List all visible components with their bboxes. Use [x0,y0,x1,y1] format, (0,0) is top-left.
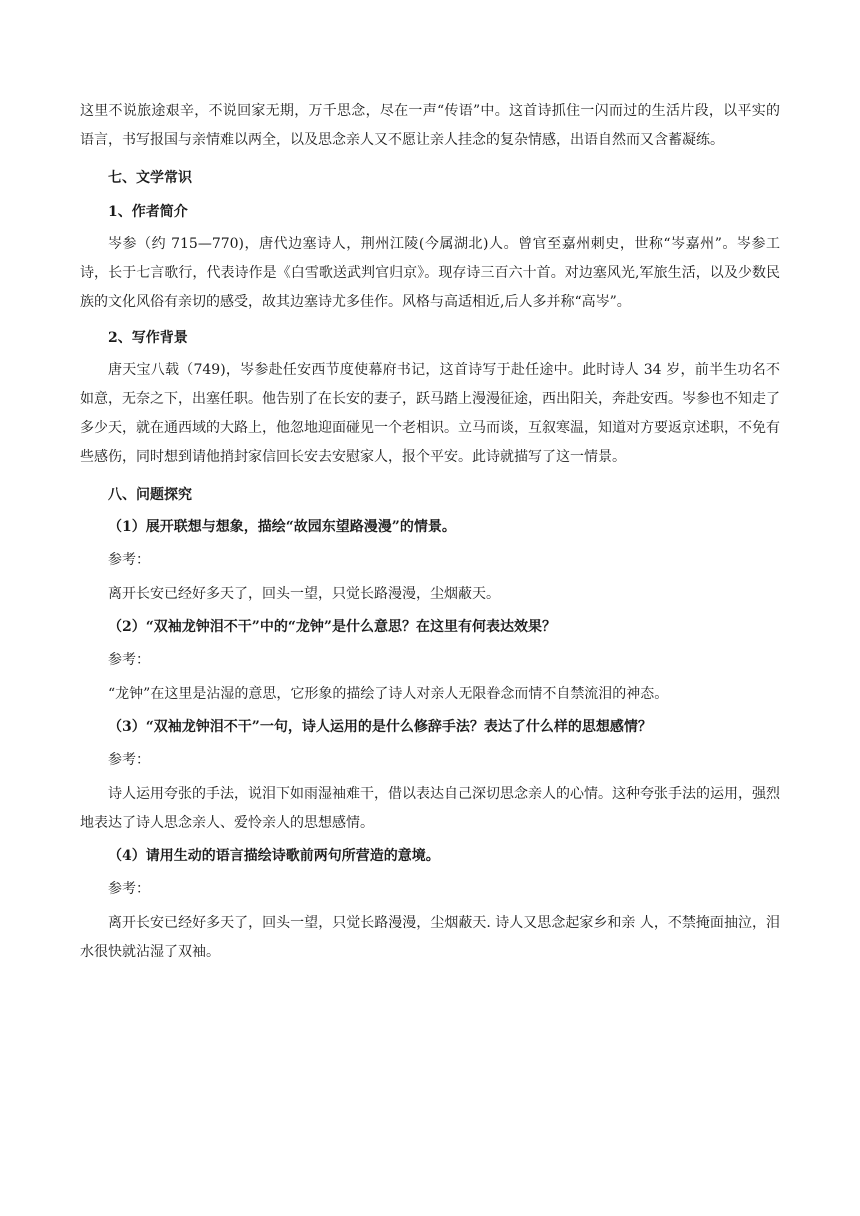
answer-4: 离开长安已经好多天了，回头一望，只觉长路漫漫，尘烟蔽天. 诗人又思念起家乡和亲 人，不禁掩面抽泣，泪水很快就沾湿了双袖。 [80,915,780,960]
subheading-author-intro: 1、作者简介 [108,204,188,220]
answer-3: 诗人运用夸张的手法，说泪下如雨湿袖难干，借以表达自己深切思念亲人的心情。这种夸张手法的运用，强烈地表达了诗人思念亲人、爱怜亲人的思想感情。 [80,786,780,831]
reference-label: 参考： [108,752,150,768]
section-heading-question-exploration: 八、问题探究 [108,487,192,503]
question-4: （4）请用生动的语言描绘诗歌前两句所营造的意境。 [108,848,440,864]
question-2: （2）“双袖龙钟泪不干”中的“龙钟”是什么意思？在这里有何表达效果？ [108,619,556,635]
author-intro-paragraph: 岑参（约 715—770)，唐代边塞诗人，荆州江陵(今属湖北)人。曾官至嘉州刺史，世称“岑嘉州”。岑参工诗，长于七言歌行，代表诗作是《白雪歌送武判官归京》。现存诗三百六十首。对边塞风光,军旅生活，以及少数民族的文化风俗有亲切的感受，故其边塞诗尤多佳作。风格与高适相近,后人多并称“高岑”。 [80,236,780,310]
reference-label: 参考： [108,881,150,897]
document-page [80,97,780,971]
reference-label: 参考： [108,652,150,668]
writing-background-paragraph: 唐天宝八载（749)，岑参赴任安西节度使幕府书记，这首诗写于赴任途中。此时诗人 34 岁，前半生功名不如意，无奈之下，出塞任职。他告别了在长安的妻子，跃马踏上漫漫征途，西出阳关，奔赴安西。岑参也不知走了多少天，就在通西域的大路上，他忽地迎面碰见一个老相识。立马而谈，互叙寒温，知道对方要返京述职，不免有些感伤，同时想到请他捎封家信回长安去安慰家人，报个平安。此诗就描写了这一情景。 [80,362,780,465]
answer-2: “龙钟”在这里是沾湿的意思，它形象的描绘了诗人对亲人无限眷念而情不自禁流泪的神态。 [108,686,669,702]
intro-paragraph: 这里不说旅途艰辛，不说回家无期，万千思念，尽在一声“传语”中。这首诗抓住一闪而过的生活片段，以平实的语言，书写报国与亲情难以两全，以及思念亲人又不愿让亲人挂念的复杂情感，出语自然而又含蓄凝练。 [80,103,780,148]
answer-1: 离开长安已经好多天了，回头一望，只觉长路漫漫，尘烟蔽天。 [108,586,500,602]
question-1: （1）展开联想与想象，描绘“故园东望路漫漫”的情景。 [108,519,456,535]
reference-label: 参考： [108,552,150,568]
section-heading-literary-knowledge: 七、文学常识 [108,170,192,186]
subheading-writing-background: 2、写作背景 [108,330,188,346]
question-3: （3）“双袖龙钟泪不干”一句，诗人运用的是什么修辞手法？表达了什么样的思想感情？ [108,719,652,735]
